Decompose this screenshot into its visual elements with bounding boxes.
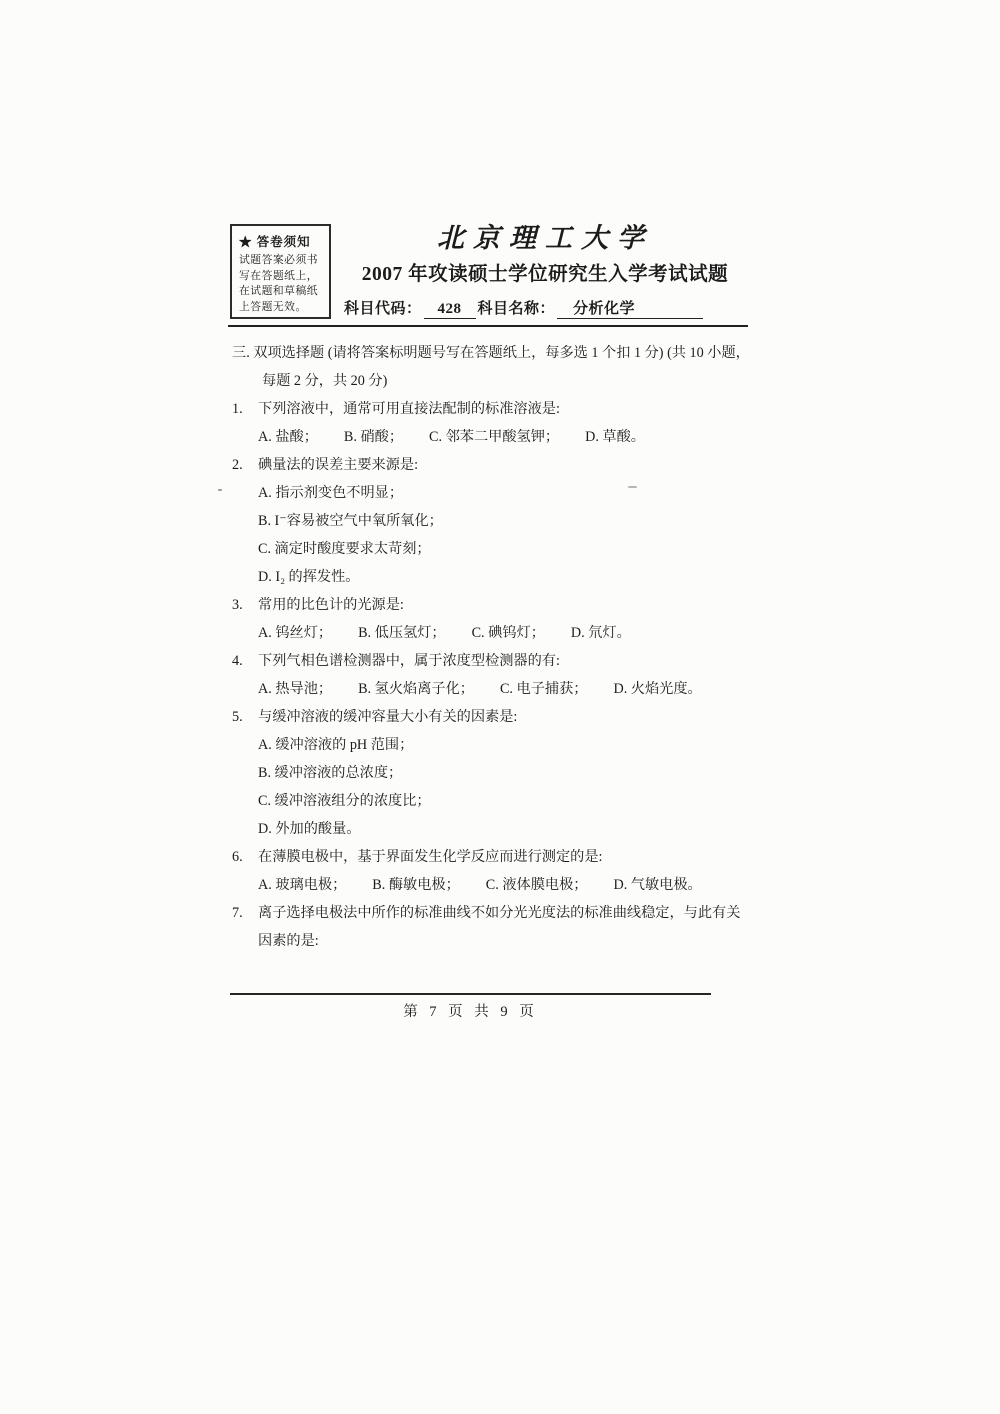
question-stem: 常用的比色计的光源是: (258, 597, 404, 613)
option-c: C. 缓冲溶液组分的浓度比； (258, 793, 431, 809)
option-a: A. 玻璃电极； (258, 877, 347, 893)
option-b: B. 硝酸； (343, 429, 404, 445)
question-stem: 下列气相色谱检测器中，属于浓度型检测器的有: (258, 653, 560, 669)
question-2 (232, 451, 752, 591)
question-stem: 碘量法的误差主要来源是: (258, 457, 419, 473)
option-c: C. 碘钨灯； (471, 625, 545, 641)
notice-body: 试题答案必须书写在答题纸上，在试题和草稿纸上答题无效。 (239, 254, 319, 313)
subject-name-label: 科目名称： (477, 301, 556, 317)
university-title: 北京理工大学 (437, 223, 653, 253)
option-a: A. 指示剂变色不明显； (258, 485, 404, 501)
question-number: 5. (232, 709, 243, 725)
option-d: D. 氘灯。 (570, 625, 631, 641)
option-a: A. 盐酸； (258, 429, 318, 445)
question-options (258, 675, 752, 703)
option-b: B. 缓冲溶液的总浓度； (258, 765, 403, 781)
subject-row (344, 297, 703, 319)
option-b: B. 酶敏电极； (372, 877, 460, 893)
question-number: 1. (232, 401, 243, 417)
question-3 (232, 591, 752, 647)
question-1 (232, 395, 752, 451)
option-c: C. 电子捕获； (499, 681, 588, 697)
option-c: C. 邻苯二甲酸氢钾； (429, 429, 560, 445)
option-d: D. 火焰光度。 (613, 681, 702, 697)
option-d: D. 草酸。 (585, 429, 645, 445)
scan-speck (218, 489, 222, 491)
section-heading-line1: 三. 双项选择题 (请将答案标明题号写在答题纸上，每多选 1 个扣 1 分) (共 10 小题， (232, 345, 750, 361)
scan-speck (628, 486, 637, 488)
question-6 (232, 843, 752, 899)
option-b: B. I⁻容易被空气中氧所氧化； (258, 513, 443, 529)
option-c: C. 滴定时酸度要求太苛刻； (258, 541, 431, 557)
question-stem-continued: 因素的是: (258, 933, 319, 949)
answer-notice-box (230, 224, 331, 319)
option-a: A. 热导池； (258, 681, 333, 697)
question-stem: 下列溶液中，通常可用直接法配制的标准溶液是: (258, 401, 560, 417)
question-number: 6. (232, 849, 243, 865)
question-stem: 与缓冲溶液的缓冲容量大小有关的因素是: (258, 709, 518, 725)
question-4 (232, 647, 752, 703)
header-rule (228, 325, 748, 327)
subject-code-label: 科目代码： (344, 301, 422, 317)
footer-rule (230, 993, 711, 995)
question-stem: 在薄膜电极中，基于界面发生化学反应而进行测定的是: (258, 849, 603, 865)
question-number: 4. (232, 653, 243, 669)
question-number: 3. (232, 597, 243, 613)
exam-content (232, 339, 752, 955)
question-7 (232, 899, 752, 955)
question-number: 2. (232, 457, 243, 473)
question-stem: 离子选择电极法中所作的标准曲线不如分光光度法的标准曲线稳定，与此有关 (258, 905, 741, 921)
option-d: D. I₂ 的挥发性。 (258, 569, 360, 585)
option-a: A. 缓冲溶液的 pH 范围； (258, 737, 414, 753)
page-number: 第 7 页 共 9 页 (403, 1004, 538, 1020)
section-heading-line2: 每题 2 分，共 20 分) (262, 373, 388, 389)
question-options (258, 423, 752, 451)
option-a: A. 钨丝灯； (258, 625, 333, 641)
option-c: C. 液体膜电极； (485, 877, 588, 893)
subject-name-value: 分析化学 (557, 297, 703, 319)
question-number: 7. (232, 905, 243, 921)
option-d: D. 气敏电极。 (613, 877, 702, 893)
question-5 (232, 703, 752, 843)
subject-code-value: 428 (424, 301, 476, 319)
option-b: B. 氢火焰离子化； (358, 681, 474, 697)
exam-title: 2007 年攻读硕士学位研究生入学考试试题 (361, 264, 729, 285)
option-d: D. 外加的酸量。 (258, 821, 361, 837)
notice-title: ★ 答卷须知 (239, 235, 311, 249)
option-b: B. 低压氢灯； (358, 625, 446, 641)
question-options (258, 871, 752, 899)
question-options (258, 619, 752, 647)
